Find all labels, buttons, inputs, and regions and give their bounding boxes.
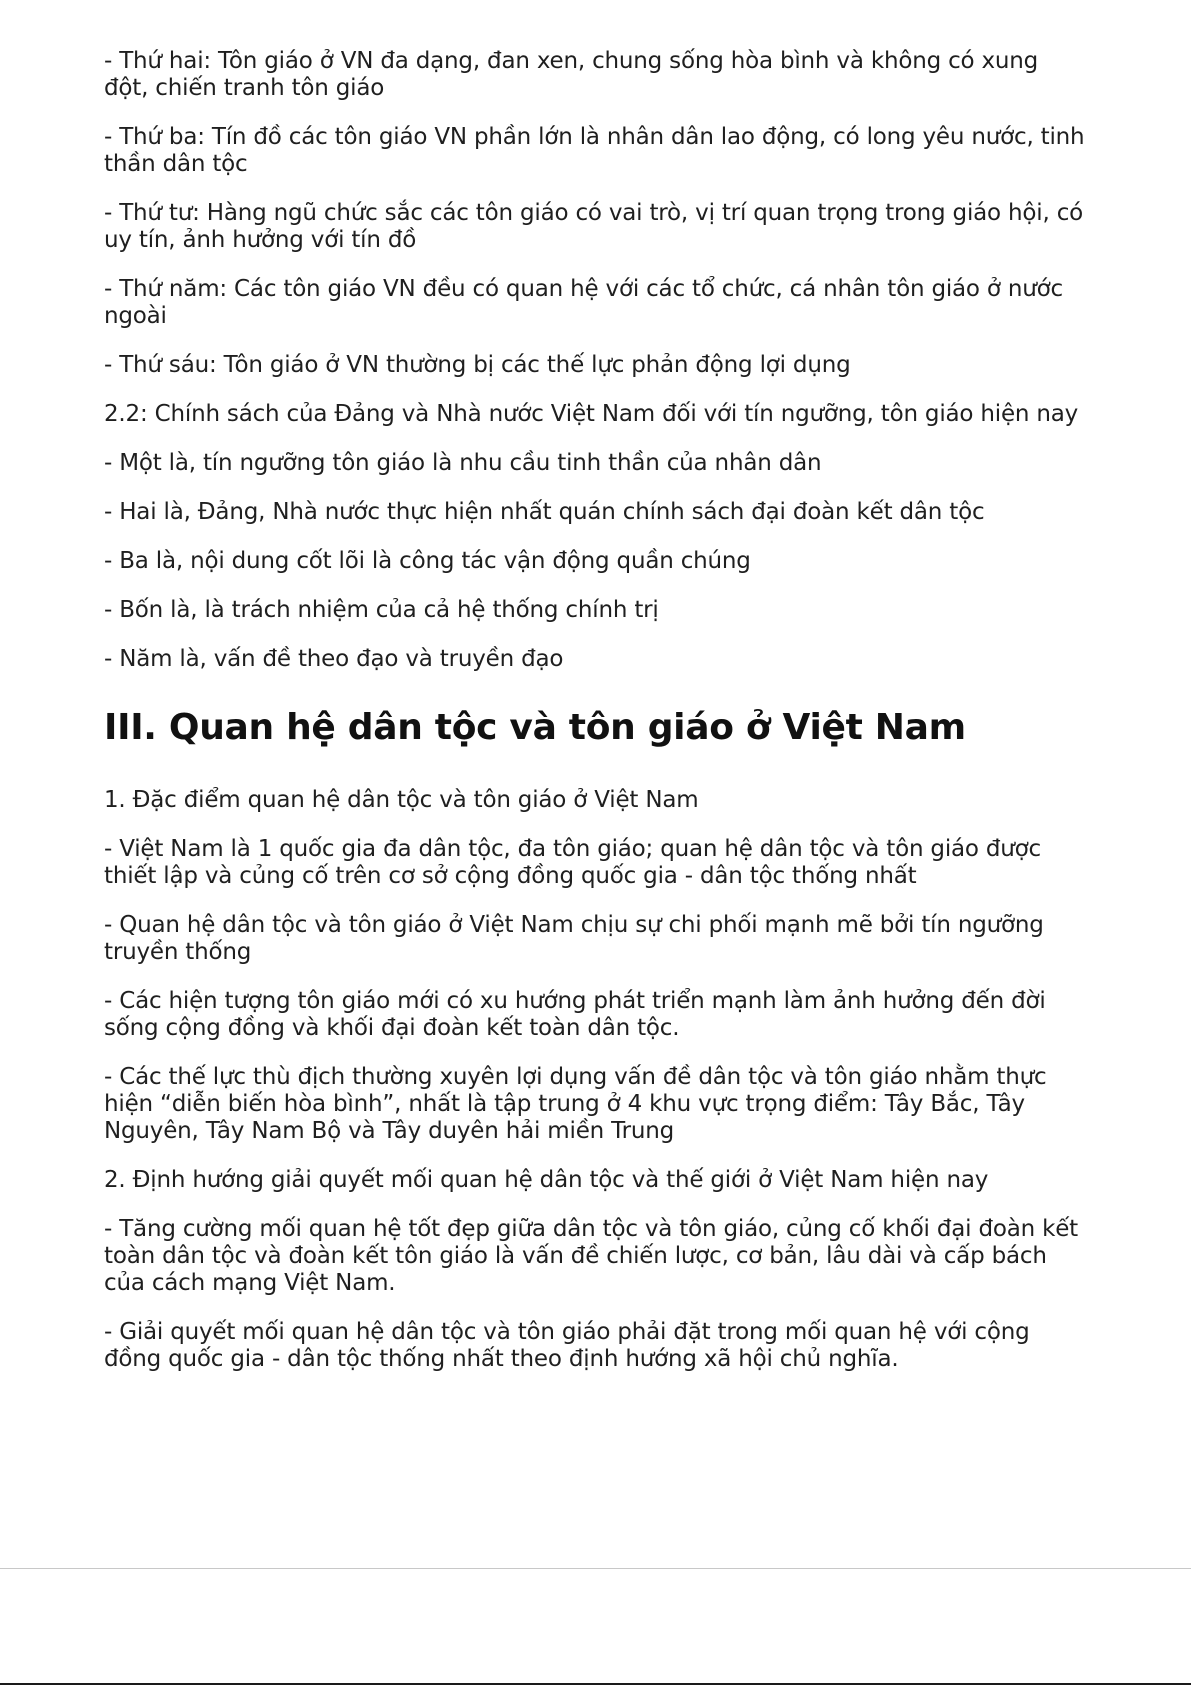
section-heading: III. Quan hệ dân tộc và tôn giáo ở Việt Nam — [104, 707, 966, 748]
subsection-title: 2.2: Chính sách của Đảng và Nhà nước Việt Nam đối với tín ngưỡng, tôn giáo hiện nay — [104, 401, 1079, 427]
paragraph: - Thứ ba: Tín đồ các tôn giáo VN phần lớn là nhân dân lao động, có long yêu nước, tinh thần dân tộc — [104, 124, 1085, 177]
paragraph: - Hai là, Đảng, Nhà nước thực hiện nhất quán chính sách đại đoàn kết dân tộc — [104, 499, 985, 525]
paragraph: - Thứ tư: Hàng ngũ chức sắc các tôn giáo có vai trò, vị trí quan trọng trong giáo hội, có uy tín, ảnh hưởng với tín đồ — [104, 200, 1084, 253]
paragraph: - Thứ hai: Tôn giáo ở VN đa dạng, đan xen, chung sống hòa bình và không có xung đột, chiến tranh tôn giáo — [104, 48, 1039, 101]
paragraph: - Các thế lực thù địch thường xuyên lợi dụng vấn đề dân tộc và tôn giáo nhằm thực hiện “diễn biến hòa bình”, nhất là tập trung ở 4 khu vực trọng điểm: Tây Bắc, Tây Nguyên, Tây Nam Bộ và Tây duyên hải miền Trung — [104, 1064, 1047, 1144]
paragraph: - Tăng cường mối quan hệ tốt đẹp giữa dân tộc và tôn giáo, củng cố khối đại đoàn kết toàn dân tộc và đoàn kết tôn giáo là vấn đề chiến lược, cơ bản, lâu dài và cấp bách của cách mạng Việt Nam. — [104, 1216, 1078, 1296]
paragraph: - Thứ năm: Các tôn giáo VN đều có quan hệ với các tổ chức, cá nhân tôn giáo ở nước ngoài — [104, 276, 1063, 329]
paragraph: - Quan hệ dân tộc và tôn giáo ở Việt Nam chịu sự chi phối mạnh mẽ bởi tín ngưỡng truyền thống — [104, 912, 1044, 965]
paragraph: - Thứ sáu: Tôn giáo ở VN thường bị các thế lực phản động lợi dụng — [104, 352, 851, 378]
paragraph: - Một là, tín ngưỡng tôn giáo là nhu cầu tinh thần của nhân dân — [104, 450, 822, 476]
paragraph: - Giải quyết mối quan hệ dân tộc và tôn giáo phải đặt trong mối quan hệ với cộng đồng quốc gia - dân tộc thống nhất theo định hướng xã hội chủ nghĩa. — [104, 1319, 1030, 1372]
paragraph: - Các hiện tượng tôn giáo mới có xu hướng phát triển mạnh làm ảnh hưởng đến đời sống cộng đồng và khối đại đoàn kết toàn dân tộc. — [104, 988, 1046, 1041]
subsection-title: 2. Định hướng giải quyết mối quan hệ dân tộc và thế giới ở Việt Nam hiện nay — [104, 1167, 989, 1193]
document-body — [104, 48, 1089, 1395]
subsection-title: 1. Đặc điểm quan hệ dân tộc và tôn giáo ở Việt Nam — [104, 787, 699, 813]
paragraph: - Việt Nam là 1 quốc gia đa dân tộc, đa tôn giáo; quan hệ dân tộc và tôn giáo được thiết lập và củng cố trên cơ sở cộng đồng quốc gia - dân tộc thống nhất — [104, 836, 1041, 889]
paragraph: - Năm là, vấn đề theo đạo và truyền đạo — [104, 646, 564, 672]
paragraph: - Ba là, nội dung cốt lõi là công tác vận động quần chúng — [104, 548, 751, 574]
page-divider — [0, 1568, 1191, 1569]
paragraph: - Bốn là, là trách nhiệm của cả hệ thống chính trị — [104, 597, 659, 623]
